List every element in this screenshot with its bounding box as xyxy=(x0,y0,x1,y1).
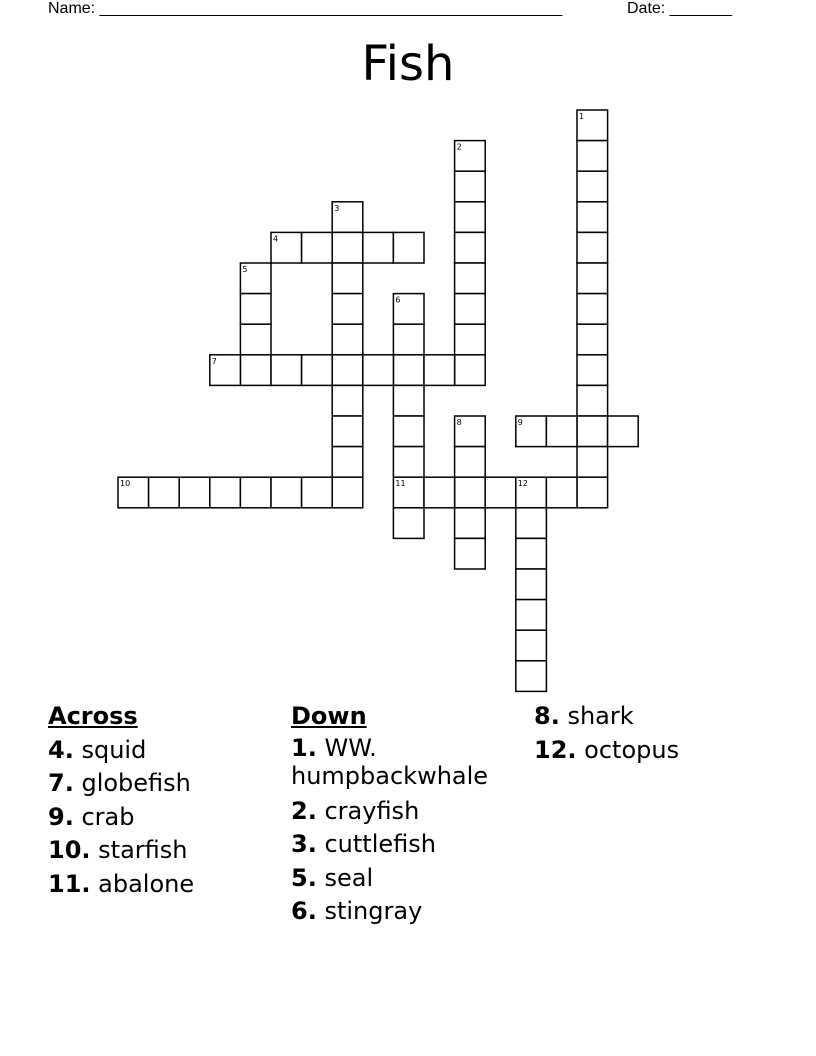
clue-text: cuttlefish xyxy=(324,830,436,858)
grid-cell[interactable] xyxy=(577,416,608,447)
clue-number: 10. xyxy=(48,836,91,864)
clue-across-11 xyxy=(48,868,278,902)
grid-cell[interactable] xyxy=(393,447,424,478)
grid-cell[interactable] xyxy=(516,600,547,631)
clue-text: starfish xyxy=(98,836,188,864)
grid-cell[interactable] xyxy=(240,355,271,386)
grid-cell[interactable] xyxy=(332,416,363,447)
grid-cell[interactable] xyxy=(240,324,271,355)
clue-down-1 xyxy=(291,734,531,790)
grid-cell[interactable] xyxy=(455,355,486,386)
cell-number: 6 xyxy=(395,295,401,305)
grid-cell[interactable] xyxy=(424,355,455,386)
clue-number: 9. xyxy=(48,802,74,831)
grid-cell[interactable] xyxy=(332,294,363,325)
cell-number: 2 xyxy=(456,142,462,152)
grid-cell[interactable] xyxy=(577,141,608,172)
grid-cell[interactable] xyxy=(332,232,363,263)
grid-cell[interactable] xyxy=(271,355,302,386)
cell-number: 8 xyxy=(456,418,462,427)
grid-cell[interactable] xyxy=(455,232,486,263)
cell-number: 7 xyxy=(211,356,217,366)
clue-down-6 xyxy=(291,895,531,929)
grid-cell[interactable] xyxy=(455,324,486,355)
cell-number: 9 xyxy=(517,418,523,427)
across-heading: Across xyxy=(48,702,138,730)
cell-number: 12 xyxy=(517,479,528,489)
grid-cell[interactable] xyxy=(577,263,608,294)
grid-cell[interactable] xyxy=(332,324,363,355)
clue-number: 7. xyxy=(48,769,74,797)
clue-down-12 xyxy=(534,734,794,768)
grid-cell[interactable] xyxy=(240,477,271,508)
clue-text: squid xyxy=(81,735,147,764)
grid-cell[interactable] xyxy=(424,477,455,508)
grid-cell[interactable] xyxy=(455,263,486,294)
clue-text: WW. humpbackwhale xyxy=(291,733,489,790)
clue-text: octopus xyxy=(584,735,680,764)
grid-cell[interactable] xyxy=(577,385,608,416)
grid-cell[interactable] xyxy=(149,477,180,508)
clue-text: abalone xyxy=(98,869,195,898)
grid-cell[interactable] xyxy=(516,661,547,692)
down-clues xyxy=(291,700,531,929)
grid-cell[interactable] xyxy=(485,477,516,508)
clue-text: globefish xyxy=(81,769,191,797)
cell-number: 11 xyxy=(395,479,406,489)
clue-number: 4. xyxy=(48,735,74,764)
grid-cell[interactable] xyxy=(577,477,608,508)
down-heading: Down xyxy=(291,702,367,730)
clue-number: 2. xyxy=(291,796,317,825)
grid-cell[interactable] xyxy=(393,324,424,355)
clue-number: 6. xyxy=(291,897,317,925)
across-clues xyxy=(48,700,278,901)
grid-cell[interactable] xyxy=(393,355,424,386)
grid-cell[interactable] xyxy=(393,508,424,539)
grid-cell[interactable] xyxy=(240,294,271,325)
grid-cell[interactable] xyxy=(271,477,302,508)
grid-cell[interactable] xyxy=(302,477,333,508)
grid-cell[interactable] xyxy=(332,447,363,478)
puzzle-title: Fish xyxy=(361,36,455,92)
clue-down-2 xyxy=(291,795,531,829)
grid-cell[interactable] xyxy=(393,385,424,416)
grid-cell[interactable] xyxy=(546,416,577,447)
clue-down-8 xyxy=(534,700,794,734)
clue-number: 12. xyxy=(534,735,577,764)
grid-cell[interactable] xyxy=(332,385,363,416)
grid-cell[interactable] xyxy=(302,232,333,263)
grid-cell[interactable] xyxy=(455,477,486,508)
name-field-label[interactable]: Name: ____________________________________________________ xyxy=(48,0,563,17)
grid-cell[interactable] xyxy=(302,355,333,386)
clue-down-5 xyxy=(291,862,531,896)
clue-across-9 xyxy=(48,801,278,835)
grid-cell[interactable] xyxy=(577,447,608,478)
clue-text: crayfish xyxy=(324,796,420,825)
cell-number: 3 xyxy=(334,203,340,213)
grid-cell[interactable] xyxy=(455,202,486,233)
date-field-label[interactable]: Date: _______ xyxy=(627,0,732,17)
grid-cell[interactable] xyxy=(577,294,608,325)
clue-text: stingray xyxy=(324,897,423,925)
clue-number: 8. xyxy=(534,702,560,730)
clue-number: 11. xyxy=(48,869,91,898)
clue-number: 3. xyxy=(291,830,317,858)
grid-cell[interactable] xyxy=(455,508,486,539)
grid-cell[interactable] xyxy=(332,477,363,508)
clue-across-4 xyxy=(48,734,278,768)
clue-text: seal xyxy=(324,863,374,892)
grid-cell[interactable] xyxy=(577,232,608,263)
clue-down-3 xyxy=(291,828,531,862)
grid-cell[interactable] xyxy=(210,477,241,508)
grid-cell[interactable] xyxy=(516,569,547,600)
grid-cell[interactable] xyxy=(363,232,394,263)
grid-cell[interactable] xyxy=(332,355,363,386)
clue-across-7 xyxy=(48,767,278,801)
grid-cell[interactable] xyxy=(516,508,547,539)
grid-cell[interactable] xyxy=(577,355,608,386)
grid-cell[interactable] xyxy=(577,171,608,202)
grid-cell[interactable] xyxy=(546,477,577,508)
grid-cell[interactable] xyxy=(455,171,486,202)
cell-number: 5 xyxy=(242,265,248,274)
grid-cell[interactable] xyxy=(455,447,486,478)
grid-cell[interactable] xyxy=(608,416,639,447)
grid-cell[interactable] xyxy=(393,232,424,263)
clue-across-10 xyxy=(48,834,278,868)
grid-cell[interactable] xyxy=(577,202,608,233)
cell-number: 10 xyxy=(120,479,131,489)
clue-text: shark xyxy=(567,702,634,730)
grid-cell[interactable] xyxy=(393,416,424,447)
grid-cell[interactable] xyxy=(455,538,486,569)
grid-cell[interactable] xyxy=(577,324,608,355)
cell-number: 1 xyxy=(579,112,585,121)
clue-number: 1. xyxy=(291,733,317,762)
grid-cell[interactable] xyxy=(332,263,363,294)
grid-cell[interactable] xyxy=(363,355,394,386)
grid-cell[interactable] xyxy=(516,630,547,661)
clue-text: crab xyxy=(81,802,135,831)
down-clues-continued xyxy=(534,700,794,767)
grid-cell[interactable] xyxy=(455,294,486,325)
cell-number: 4 xyxy=(273,234,279,244)
grid-cell[interactable] xyxy=(179,477,210,508)
clue-number: 5. xyxy=(291,863,317,892)
grid-cell[interactable] xyxy=(516,538,547,569)
